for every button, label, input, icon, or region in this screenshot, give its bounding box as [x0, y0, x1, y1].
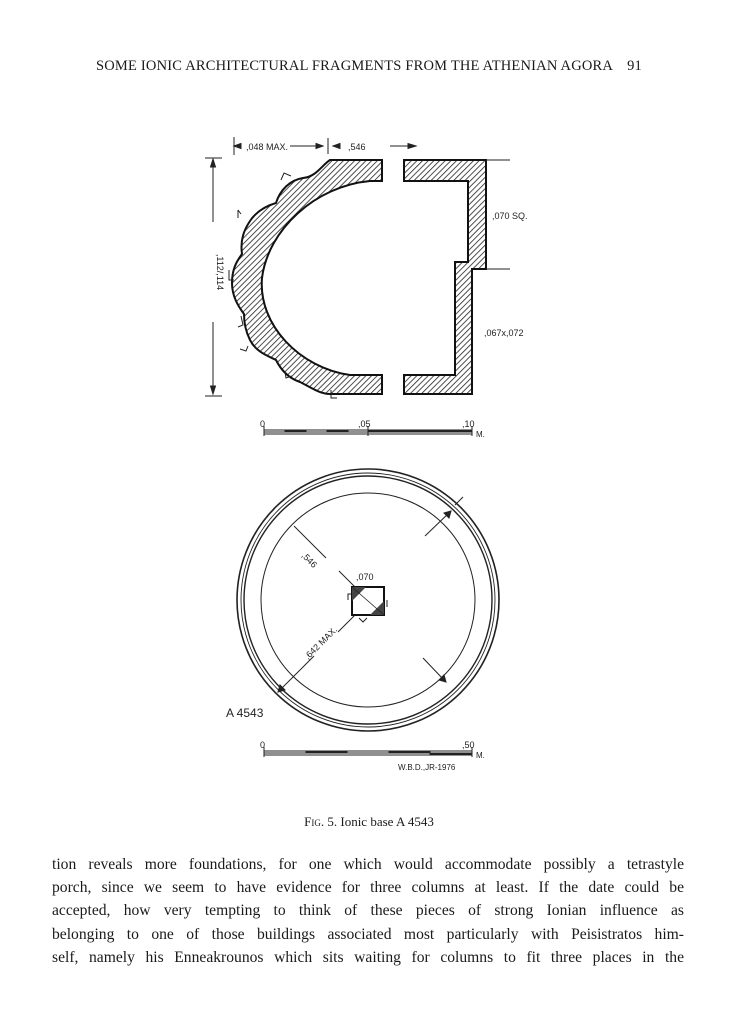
scale-top-05: ,05	[358, 419, 371, 429]
base-profile-left	[232, 160, 382, 394]
scale-bottom-50: ,50	[462, 740, 475, 750]
dim-070sq-label: ,070 SQ.	[492, 211, 528, 221]
plan-dim-642-label: ,642 MAX.	[302, 624, 340, 662]
bottom-scale-bar	[264, 747, 472, 757]
dim-067-label: ,067x,072	[484, 328, 524, 338]
scale-top-0: 0	[260, 419, 266, 429]
body-line: tion reveals more foundations, for one which would accommodate possibly a tetrastyle	[52, 856, 684, 873]
dim-048-label: ,048 MAX.	[246, 142, 289, 152]
body-line: porch, since we seem to have evidence for three columns at least. If the date could be	[52, 879, 684, 897]
scale-top-unit: M.	[476, 430, 485, 439]
caption-fig-number: Fig. 5.	[304, 814, 338, 829]
inventory-number: A 4543	[226, 706, 264, 720]
body-paragraph	[52, 853, 684, 969]
dim-546-label: ,546	[348, 142, 366, 152]
scale-top-10: ,10	[462, 419, 475, 429]
figure-caption	[0, 814, 738, 830]
body-line: accepted, how very tempting to think of these pieces of strong Ionian influence as	[52, 902, 684, 920]
body-line: self, namely his Enneakrounos which sits waiting for columns to fit three places in the	[52, 948, 684, 966]
scale-bottom-0: 0	[260, 740, 266, 750]
page-number: 91	[627, 58, 643, 74]
base-profile-right	[404, 160, 486, 394]
caption-text: Ionic base A 4543	[340, 814, 434, 829]
scale-bottom-unit: M.	[476, 751, 485, 760]
plan-dim-070-label: ,070	[356, 572, 374, 582]
plan-dim-546-label: ,546	[299, 550, 320, 570]
body-line: belonging to one of those buildings associated most particularly with Peisistratos him-	[52, 925, 684, 943]
profile-section-drawing	[205, 137, 528, 439]
dim-height-label: ,112/,114	[215, 253, 225, 291]
plan-view-drawing	[226, 469, 499, 772]
drafter-credit: W.B.D.,JR-1976	[398, 763, 456, 772]
header-title: SOME IONIC ARCHITECTURAL FRAGMENTS FROM THE ATHENIAN AGORA	[95, 58, 614, 74]
